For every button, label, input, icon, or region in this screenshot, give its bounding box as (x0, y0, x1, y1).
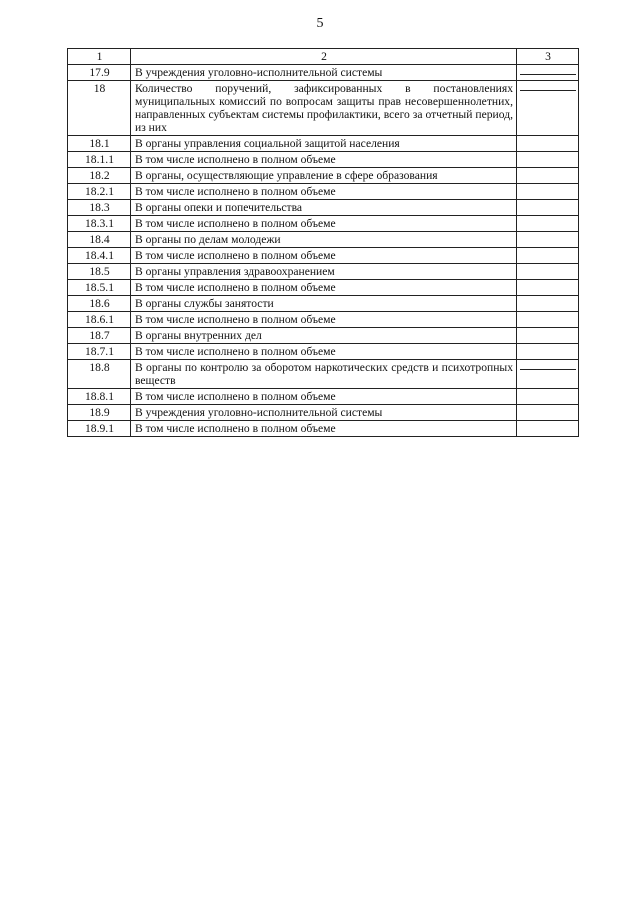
value-subline (520, 361, 576, 370)
value-subline (520, 66, 576, 75)
value-subline (520, 82, 576, 91)
row-text: В том числе исполнено в полном объеме (131, 344, 517, 360)
row-text: В том числе исполнено в полном объеме (131, 184, 517, 200)
row-value[interactable] (517, 328, 579, 344)
page-number: 5 (316, 16, 324, 31)
row-value[interactable] (517, 360, 579, 389)
table-row (68, 264, 579, 280)
row-number: 18.9.1 (68, 421, 131, 437)
table-row (68, 81, 579, 136)
row-value[interactable] (517, 389, 579, 405)
row-number: 18.1.1 (68, 152, 131, 168)
table-row (68, 360, 579, 389)
table-row (68, 200, 579, 216)
row-number: 18.3.1 (68, 216, 131, 232)
table-row (68, 168, 579, 184)
row-text: В органы опеки и попечительства (131, 200, 517, 216)
row-text: В том числе исполнено в полном объеме (131, 389, 517, 405)
row-value[interactable] (517, 81, 579, 136)
header-col-1: 1 (68, 49, 131, 65)
row-value[interactable] (517, 152, 579, 168)
row-number: 18.8.1 (68, 389, 131, 405)
row-number: 18.6 (68, 296, 131, 312)
row-value[interactable] (517, 280, 579, 296)
table-row (68, 389, 579, 405)
table-row (68, 421, 579, 437)
row-text: В органы службы занятости (131, 296, 517, 312)
table-row (68, 312, 579, 328)
header-col-3: 3 (517, 49, 579, 65)
row-number: 18.5 (68, 264, 131, 280)
row-number: 18.8 (68, 360, 131, 389)
row-value[interactable] (517, 232, 579, 248)
row-value[interactable] (517, 200, 579, 216)
table-row (68, 216, 579, 232)
header-row (68, 49, 579, 65)
row-value[interactable] (517, 296, 579, 312)
row-text: В органы управления здравоохранением (131, 264, 517, 280)
table-row (68, 136, 579, 152)
row-text: В органы управления социальной защитой населения (131, 136, 517, 152)
row-number: 18.2 (68, 168, 131, 184)
row-number: 18.4 (68, 232, 131, 248)
report-table (67, 48, 579, 437)
table-row (68, 232, 579, 248)
row-value[interactable] (517, 65, 579, 81)
row-number: 18.3 (68, 200, 131, 216)
row-number: 18.6.1 (68, 312, 131, 328)
row-text: В органы по делам молодежи (131, 232, 517, 248)
row-text: В органы внутренних дел (131, 328, 517, 344)
table-row (68, 184, 579, 200)
row-text: В том числе исполнено в полном объеме (131, 280, 517, 296)
row-number: 17.9 (68, 65, 131, 81)
row-text: В том числе исполнено в полном объеме (131, 248, 517, 264)
row-value[interactable] (517, 344, 579, 360)
row-text: В учреждения уголовно-исполнительной системы (131, 405, 517, 421)
row-value[interactable] (517, 136, 579, 152)
row-number: 18.4.1 (68, 248, 131, 264)
row-number: 18.1 (68, 136, 131, 152)
row-text: В том числе исполнено в полном объеме (131, 152, 517, 168)
row-text: В учреждения уголовно-исполнительной системы (131, 65, 517, 81)
row-text: В органы, осуществляющие управление в сфере образования (131, 168, 517, 184)
table-row (68, 405, 579, 421)
row-text: В том числе исполнено в полном объеме (131, 216, 517, 232)
row-text: В органы по контролю за оборотом наркотических средств и психотропных веществ (131, 360, 517, 389)
row-value[interactable] (517, 216, 579, 232)
table-row (68, 152, 579, 168)
row-value[interactable] (517, 264, 579, 280)
row-value[interactable] (517, 312, 579, 328)
table-row (68, 344, 579, 360)
table-row (68, 280, 579, 296)
row-value[interactable] (517, 421, 579, 437)
table-row (68, 328, 579, 344)
row-value[interactable] (517, 248, 579, 264)
row-text: Количество поручений, зафиксированных в постановлениях муниципальных комиссий по вопросам защиты прав несовершеннолетних, направленных субъектам системы профилактики, всего за отчетный период, из них (131, 81, 517, 136)
table-row (68, 248, 579, 264)
header-col-2: 2 (131, 49, 517, 65)
row-number: 18.7.1 (68, 344, 131, 360)
row-number: 18.5.1 (68, 280, 131, 296)
row-value[interactable] (517, 184, 579, 200)
table-row (68, 296, 579, 312)
row-number: 18.7 (68, 328, 131, 344)
row-value[interactable] (517, 405, 579, 421)
row-value[interactable] (517, 168, 579, 184)
row-number: 18 (68, 81, 131, 136)
row-number: 18.2.1 (68, 184, 131, 200)
row-number: 18.9 (68, 405, 131, 421)
table-row (68, 65, 579, 81)
row-text: В том числе исполнено в полном объеме (131, 421, 517, 437)
row-text: В том числе исполнено в полном объеме (131, 312, 517, 328)
